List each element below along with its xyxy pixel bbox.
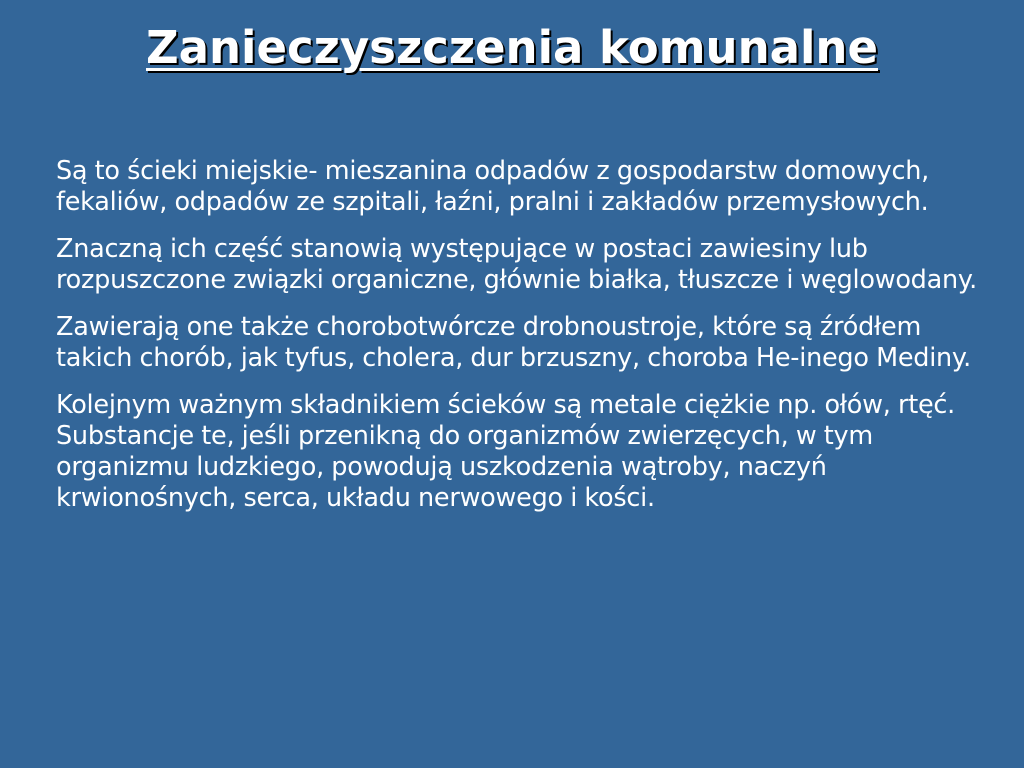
slide-title: Zanieczyszczenia komunalne — [146, 21, 878, 74]
paragraph-heavy-metals: Kolejnym ważnym składnikiem ścieków są metale ciężkie np. ołów, rtęć. Substancje te, jeśli przenikną do organizmów zwierzęcych, w tym organizmu ludzkiego, powodują uszkodzenia wątroby, naczyń krwionośnych, serca, układu nerwowego i kości. — [56, 390, 956, 513]
paragraph-definition: Są to ścieki miejskie- mieszanina odpadów z gospodarstw domowych, fekaliów, odpadów ze szpitali, łaźni, pralni i zakładów przemysłowych. — [56, 156, 929, 217]
paragraph-pathogens: Zawierają one także chorobotwórcze drobnoustroje, które są źródłem takich chorób, jak tyfus, cholera, dur brzuszny, choroba He-inego Mediny. — [56, 312, 971, 373]
slide-body — [56, 156, 986, 514]
paragraph-organic-compounds: Znaczną ich część stanowią występujące w postaci zawiesiny lub rozpuszczone związki organiczne, głównie białka, tłuszcze i węglowodany. — [56, 234, 977, 295]
